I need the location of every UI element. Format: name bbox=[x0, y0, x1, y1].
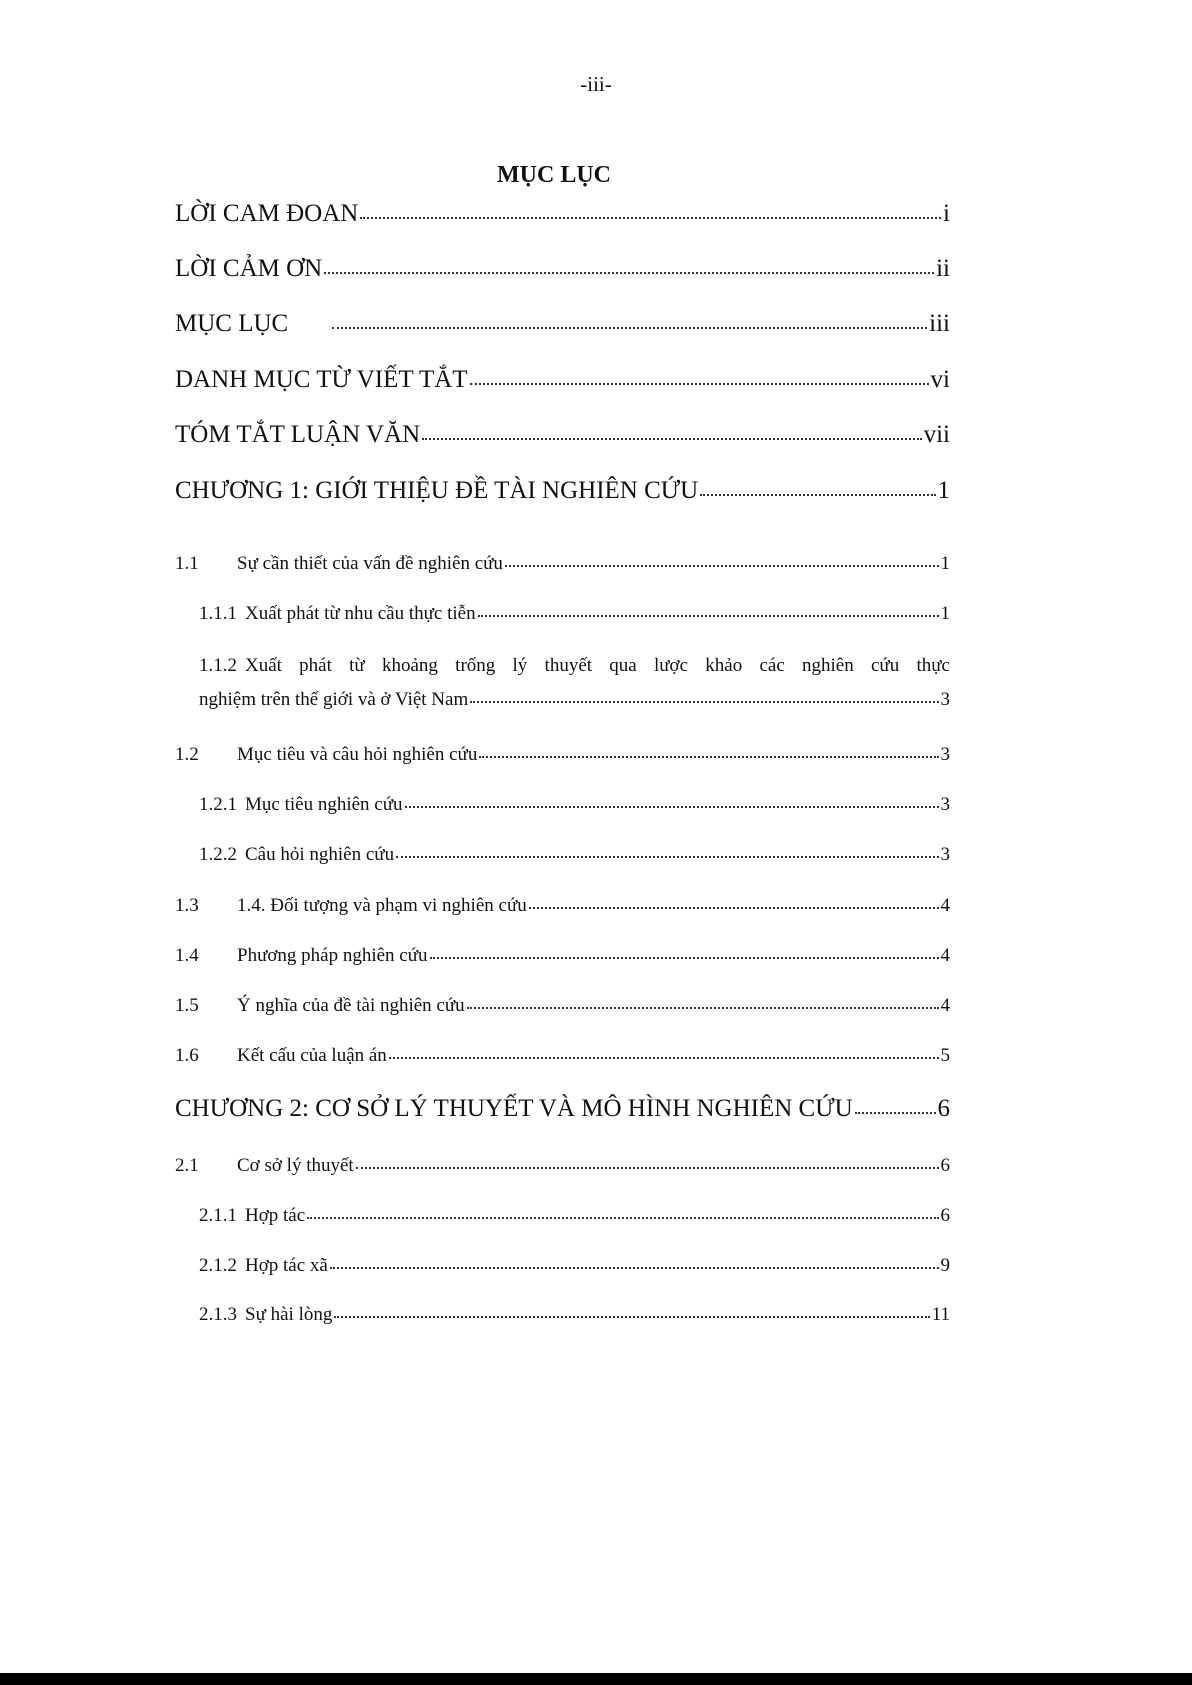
toc-entry-page: 11 bbox=[931, 1304, 950, 1325]
toc-entry-number: 1.6 bbox=[175, 1045, 199, 1066]
toc-entry-page: 1 bbox=[940, 603, 950, 624]
toc-entry[interactable] bbox=[175, 794, 950, 816]
toc-entry-number: 1.5 bbox=[175, 995, 199, 1016]
toc-entry[interactable] bbox=[175, 1304, 950, 1326]
leader-dots bbox=[396, 855, 938, 858]
toc-entry-label: Mục tiêu nghiên cứu bbox=[245, 794, 403, 815]
toc-entry-label: Sự hài lòng bbox=[245, 1304, 333, 1325]
toc-entry[interactable] bbox=[175, 744, 950, 766]
toc-entry-label: DANH MỤC TỪ VIẾT TẮT bbox=[175, 366, 468, 393]
toc-entry[interactable] bbox=[175, 844, 950, 866]
toc-entry-label: LỜI CẢM ƠN bbox=[175, 255, 323, 282]
toc-entry-page: 1 bbox=[937, 477, 950, 504]
toc-entry-number: 2.1.1 bbox=[199, 1205, 237, 1226]
toc-entry-label-continued: nghiệm trên thế giới và ở Việt Nam bbox=[199, 689, 469, 710]
toc-entry-page: 6 bbox=[940, 1155, 950, 1176]
leader-dots bbox=[307, 1216, 938, 1219]
toc-entry-page: iii bbox=[929, 310, 950, 337]
toc-entry[interactable] bbox=[175, 603, 950, 625]
toc-entry-number: 1.1 bbox=[175, 553, 199, 574]
leader-dots bbox=[700, 493, 935, 496]
toc-entry-page: 3 bbox=[940, 844, 950, 865]
toc-entry-number: 2.1.2 bbox=[199, 1255, 237, 1276]
toc-entry-label: MỤC LỤC bbox=[175, 310, 289, 337]
toc-entry-page: 6 bbox=[937, 1095, 950, 1122]
toc-entry-page: 4 bbox=[940, 995, 950, 1016]
toc-entry-number: 2.1 bbox=[175, 1155, 199, 1176]
toc-entry-label: Kết cấu của luận án bbox=[237, 1045, 387, 1066]
leader-dots bbox=[529, 906, 939, 909]
toc-entry-number: 1.4 bbox=[175, 945, 199, 966]
leader-dots bbox=[855, 1111, 936, 1114]
leader-dots bbox=[470, 700, 938, 703]
leader-dots bbox=[478, 614, 939, 617]
leader-dots bbox=[356, 1166, 939, 1169]
toc-entry-number: 1.2.1 bbox=[199, 794, 237, 815]
toc-entry-label: CHƯƠNG 2: CƠ SỞ LÝ THUYẾT VÀ MÔ HÌNH NGHIÊN CỨU bbox=[175, 1095, 853, 1122]
toc-entry-number: 1.3 bbox=[175, 895, 199, 916]
toc-entry-number: 1.2.2 bbox=[199, 844, 237, 865]
toc-title: MỤC LỤC bbox=[497, 162, 611, 188]
toc-entry-chapter[interactable] bbox=[175, 477, 950, 505]
toc-entry-label: Sự cần thiết của vấn đề nghiên cứu bbox=[237, 553, 503, 574]
leader-dots bbox=[479, 755, 938, 758]
leader-dots bbox=[467, 1006, 939, 1009]
leader-dots bbox=[430, 956, 939, 959]
toc-entry-page: 3 bbox=[940, 689, 950, 710]
toc-entry[interactable] bbox=[175, 255, 950, 283]
leader-dots bbox=[360, 216, 941, 219]
toc-entry-label: Xuất phát từ khoảng trống lý thuyết qua lược khảo các nghiên cứu thực bbox=[245, 655, 950, 676]
toc-entry-page: 4 bbox=[940, 895, 950, 916]
toc-entry-label: Hợp tác xã bbox=[245, 1255, 328, 1276]
toc-entry[interactable] bbox=[199, 655, 950, 711]
toc-entry[interactable] bbox=[175, 553, 950, 575]
toc-entry-page: 3 bbox=[940, 744, 950, 765]
toc-entry-label: CHƯƠNG 1: GIỚI THIỆU ĐỀ TÀI NGHIÊN CỨU bbox=[175, 477, 699, 504]
toc-entry-page: 1 bbox=[940, 553, 950, 574]
leader-dots bbox=[330, 1266, 939, 1269]
toc-entry[interactable] bbox=[175, 1205, 950, 1227]
toc-entry-label: LỜI CAM ĐOAN bbox=[175, 200, 359, 227]
toc-entry-number: 1.1.2 bbox=[199, 655, 237, 676]
toc-entry-page: 4 bbox=[940, 945, 950, 966]
toc-entry-label: Mục tiêu và câu hỏi nghiên cứu bbox=[237, 744, 478, 765]
toc-entry-label: Cơ sở lý thuyết bbox=[237, 1155, 354, 1176]
leader-dots bbox=[324, 271, 934, 274]
toc-entry[interactable] bbox=[175, 895, 950, 917]
toc-entry[interactable] bbox=[175, 1045, 950, 1067]
toc-entry-chapter[interactable] bbox=[175, 1095, 950, 1123]
toc-entry-page: 3 bbox=[940, 794, 950, 815]
leader-dots bbox=[470, 382, 929, 385]
toc-entry-page: 5 bbox=[940, 1045, 950, 1066]
toc-entry-page: 6 bbox=[940, 1205, 950, 1226]
toc-entry-page: i bbox=[943, 200, 950, 227]
toc-entry-number: 1.1.1 bbox=[199, 603, 237, 624]
bottom-edge-bar bbox=[0, 1673, 1192, 1685]
leader-dots bbox=[332, 326, 927, 329]
toc-entry[interactable] bbox=[175, 1155, 950, 1177]
toc-entry[interactable] bbox=[175, 945, 950, 967]
toc-entry-page: 9 bbox=[940, 1255, 950, 1276]
toc-entry-label: Hợp tác bbox=[245, 1205, 306, 1226]
toc-entry[interactable] bbox=[175, 421, 950, 449]
toc-entry-page: vii bbox=[923, 421, 950, 448]
leader-dots bbox=[422, 437, 921, 440]
toc-entry[interactable] bbox=[175, 366, 950, 394]
toc-entry-label: Câu hỏi nghiên cứu bbox=[245, 844, 395, 865]
leader-dots bbox=[505, 564, 939, 567]
toc-entry-label: TÓM TẮT LUẬN VĂN bbox=[175, 421, 421, 448]
page-number: -iii- bbox=[580, 72, 612, 96]
toc-entry-label: 1.4. Đối tượng và phạm vi nghiên cứu bbox=[237, 895, 527, 916]
toc-entry-number: 2.1.3 bbox=[199, 1304, 237, 1325]
toc-entry-page: vi bbox=[930, 366, 950, 393]
toc-entry[interactable] bbox=[175, 1255, 950, 1277]
leader-dots bbox=[334, 1315, 929, 1318]
toc-entry[interactable] bbox=[175, 200, 950, 228]
leader-dots bbox=[405, 805, 939, 808]
toc-entry-number: 1.2 bbox=[175, 744, 199, 765]
toc-entry[interactable] bbox=[175, 995, 950, 1017]
toc-entry-label: Xuất phát từ nhu cầu thực tiễn bbox=[245, 603, 476, 624]
toc-entry[interactable] bbox=[175, 310, 950, 338]
toc-entry-page: ii bbox=[936, 255, 950, 282]
leader-dots bbox=[389, 1056, 939, 1059]
toc-entry-label: Ý nghĩa của đề tài nghiên cứu bbox=[237, 995, 465, 1016]
toc-entry-label: Phương pháp nghiên cứu bbox=[237, 945, 428, 966]
